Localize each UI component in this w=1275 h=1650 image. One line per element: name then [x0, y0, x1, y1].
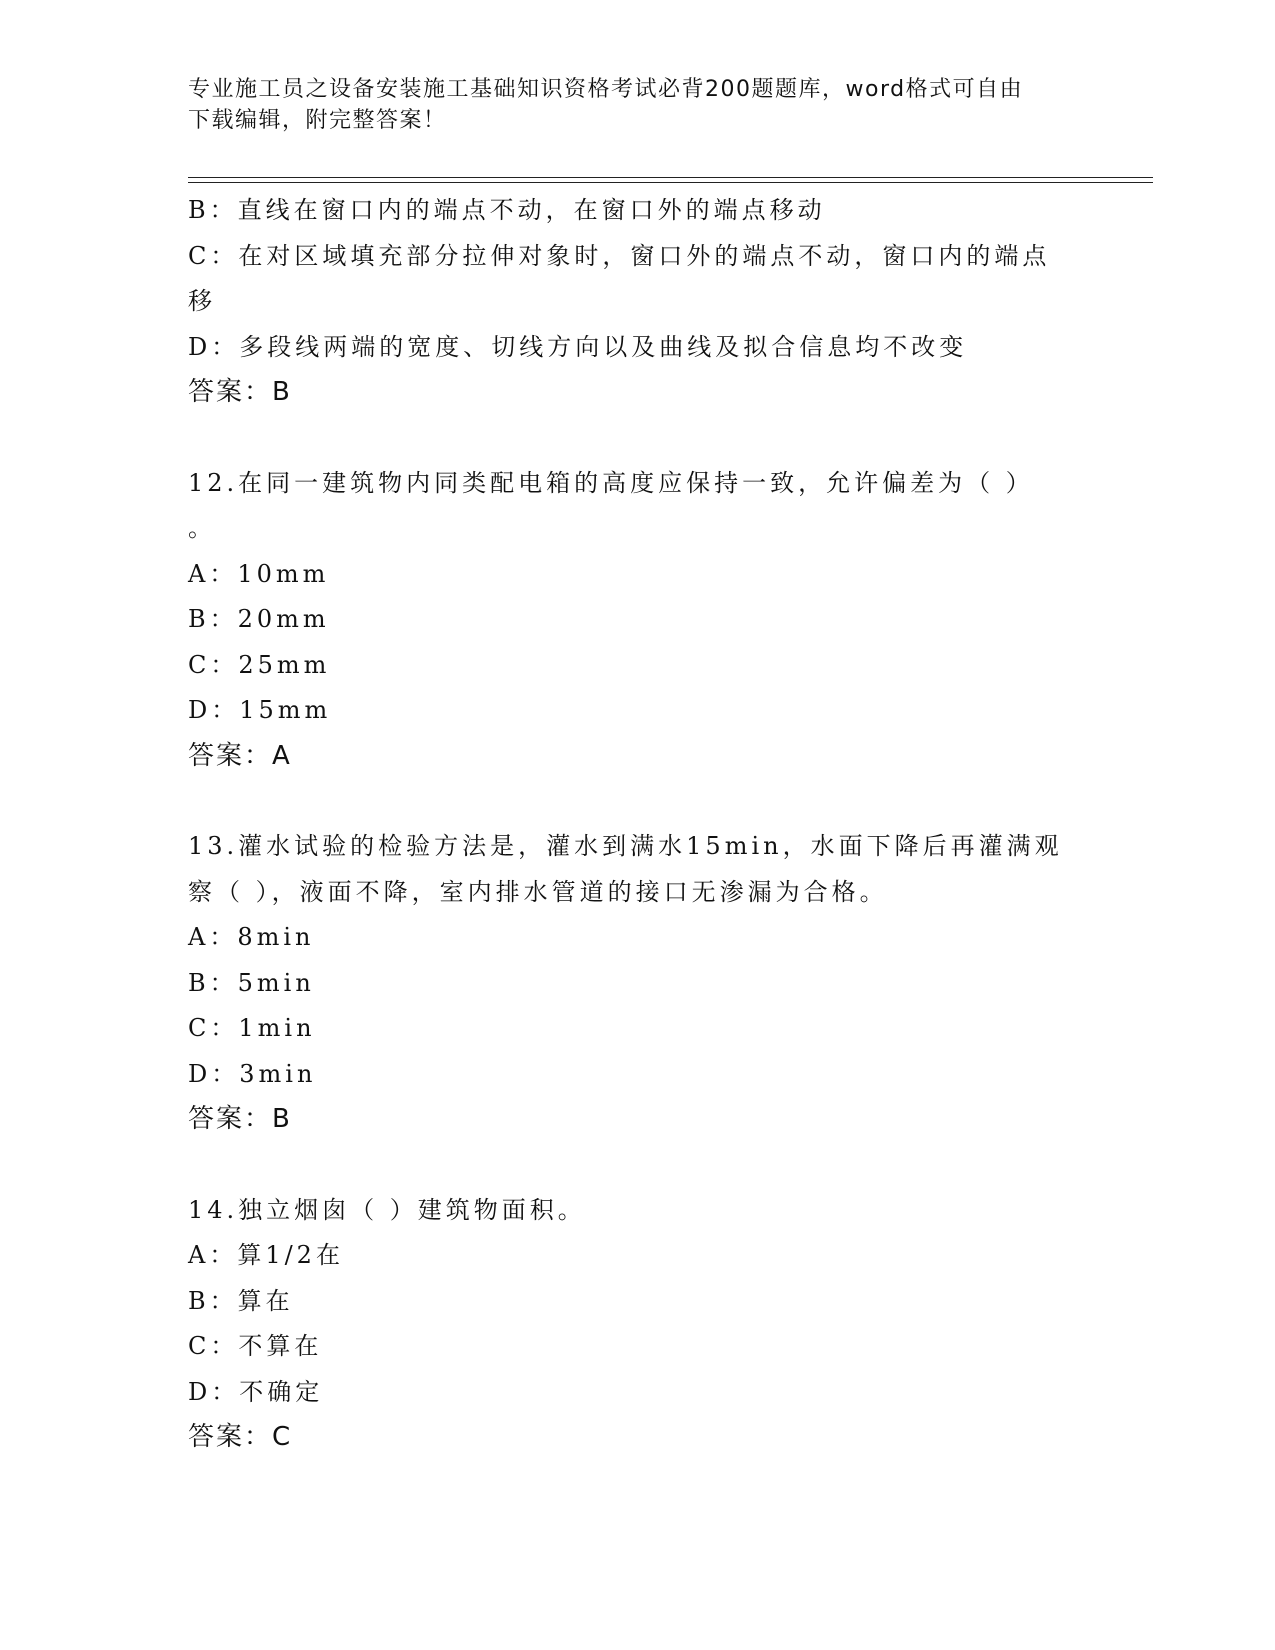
option-b: B：算在 — [188, 1286, 294, 1315]
question-12 — [188, 461, 1088, 780]
option-b: B：20mm — [188, 605, 330, 633]
option-c: C：不算在 — [188, 1332, 323, 1360]
option-a: A：10mm — [188, 559, 330, 588]
question-stem: 12.在同一建筑物内同类配电箱的高度应保持一致，允许偏差为（ ） — [188, 468, 1034, 497]
option-c-wrap: 移 — [188, 287, 216, 315]
document-body — [188, 188, 1088, 1461]
option-d: D：不确定 — [188, 1377, 324, 1406]
answer: 答案：B — [188, 377, 292, 407]
header-line-2: 下载编辑，附完整答案！ — [188, 108, 447, 133]
header-rule-bottom — [188, 182, 1153, 183]
header-line-1: 专业施工员之设备安装施工基础知识资格考试必背200题题库，word格式可自由 — [188, 77, 1024, 102]
option-d: D：多段线两端的宽度、切线方向以及曲线及拟合信息均不改变 — [188, 332, 968, 361]
question-14 — [188, 1188, 1088, 1461]
option-c: C：在对区域填充部分拉伸对象时，窗口外的端点不动，窗口内的端点 — [188, 241, 1051, 270]
document-header — [188, 74, 1068, 136]
option-c: C：25mm — [188, 650, 331, 679]
answer: 答案：C — [188, 1422, 293, 1452]
option-a: A：算1/2在 — [188, 1241, 344, 1269]
option-d: D：15mm — [188, 696, 332, 724]
question-11-continued — [188, 188, 1088, 416]
question-stem: 13.灌水试验的检验方法是，灌水到满水15min，水面下降后再灌满观 — [188, 832, 1063, 860]
question-stem-wrap: 。 — [188, 514, 216, 542]
option-d: D：3min — [188, 1059, 317, 1088]
option-b: B：5min — [188, 968, 315, 997]
question-stem-wrap: 察（ ），液面不降，室内排水管道的接口无渗漏为合格。 — [188, 877, 888, 906]
answer: 答案：B — [188, 1104, 292, 1134]
header-rule-top — [188, 177, 1153, 178]
answer: 答案：A — [188, 740, 292, 771]
question-stem: 14.独立烟囱（ ）建筑物面积。 — [188, 1195, 586, 1224]
option-a: A：8min — [188, 923, 315, 951]
option-b: B：直线在窗口内的端点不动，在窗口外的端点移动 — [188, 196, 826, 224]
question-13 — [188, 824, 1088, 1143]
option-c: C：1min — [188, 1014, 316, 1042]
